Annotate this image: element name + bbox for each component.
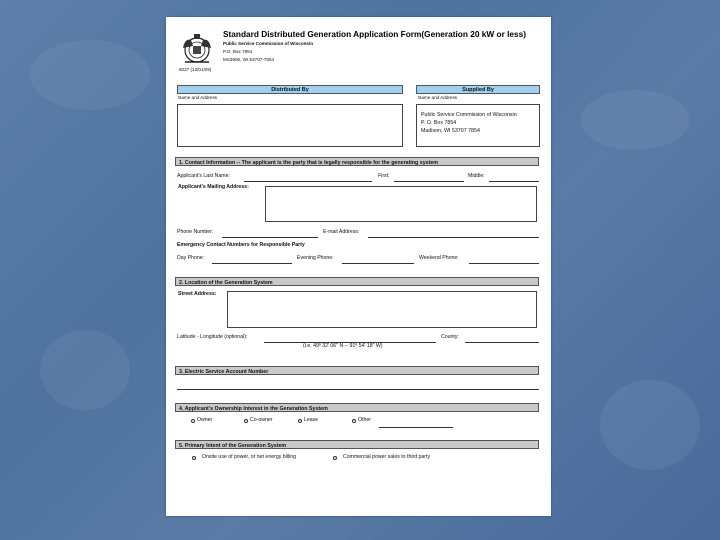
street-address-label: Street Address: — [178, 291, 217, 297]
mailing-address-label: Applicant's Mailing Address: — [178, 184, 249, 190]
section4-header — [175, 403, 539, 412]
co-owner-label: Co-owner — [250, 417, 273, 423]
other-radio[interactable] — [352, 419, 356, 423]
form-number: 6027 (12/01/05) — [179, 67, 212, 72]
owner-label: Owner — [197, 417, 213, 423]
weekend-phone-field[interactable] — [469, 263, 539, 264]
other-specify-field[interactable] — [379, 427, 453, 428]
supplied-line1: Public Service Commission of Wisconsin — [421, 112, 517, 118]
phone-label: Phone Number: — [177, 229, 214, 235]
co-owner-radio[interactable] — [244, 419, 248, 423]
lease-label: Lease — [304, 417, 319, 423]
day-phone-field[interactable] — [212, 263, 292, 264]
day-phone-label: Day Phone: — [177, 255, 205, 261]
section2-header — [175, 277, 539, 286]
distributed-by-header: Distributed By — [177, 85, 403, 94]
section1-header — [175, 157, 539, 166]
supplied-line3: Madison, WI 53707 7854 — [421, 128, 480, 134]
distributed-address-field[interactable] — [177, 104, 403, 147]
email-label: E-mail Address: — [323, 229, 360, 235]
other-label: Other — [358, 417, 371, 423]
county-label: County: — [441, 334, 459, 340]
phone-field[interactable] — [222, 237, 318, 238]
commercial-sales-label: Commercial power sales to third party — [343, 454, 431, 460]
supplied-name-label: Name and Address — [418, 95, 458, 100]
onsite-use-radio[interactable] — [192, 456, 196, 460]
section5-header — [175, 440, 539, 449]
latlong-label: Latitude - Longitude (optional): — [177, 334, 248, 340]
distributed-name-label: Name and Address — [178, 95, 218, 100]
section2-title: 2. Location of the Generation System — [179, 279, 273, 286]
last-name-label: Applicant's Last Name: — [177, 173, 230, 179]
county-field[interactable] — [465, 342, 539, 343]
section3-title: 3. Electric Service Account Number — [179, 368, 269, 375]
agency-address: MS3606, WI 53707-7854 — [223, 57, 275, 62]
supplied-line2: P. O. Box 7854 — [421, 120, 457, 126]
state-seal-icon — [179, 32, 215, 66]
lease-radio[interactable] — [298, 419, 302, 423]
owner-radio[interactable] — [191, 419, 195, 423]
section4-title: 4. Applicant's Ownership Interest in the Generation System — [179, 405, 328, 412]
onsite-use-label: Onsite use of power, or net energy billing — [202, 454, 297, 460]
last-name-field[interactable] — [244, 181, 372, 182]
commercial-sales-radio[interactable] — [333, 456, 337, 460]
mailing-address-field[interactable] — [265, 186, 537, 222]
weekend-phone-label: Weekend Phone: — [419, 255, 459, 261]
first-name-label: First: — [378, 173, 390, 179]
supplied-by-header: Supplied By — [416, 85, 540, 94]
email-field[interactable] — [368, 237, 539, 238]
account-number-field[interactable] — [177, 389, 539, 390]
agency-pobox: P.O. Box 7854 — [223, 49, 253, 54]
latlong-example: (i.e. 49º 32' 06" N -- 91º 54' 18" W) — [303, 343, 383, 349]
agency-name: Public Service Commission of Wisconsin — [223, 41, 314, 46]
section3-header — [175, 366, 539, 375]
middle-name-field[interactable] — [489, 181, 539, 182]
street-address-field[interactable] — [227, 291, 537, 328]
section1-title: 1. Contact Information -- The applicant is the party that is legally responsible for the generating system — [179, 159, 439, 166]
section5-title: 5. Primary Intent of the Generation System — [179, 442, 287, 449]
emergency-label: Emergency Contact Numbers for Responsible Party — [177, 242, 305, 248]
evening-phone-label: Evening Phone: — [297, 255, 334, 261]
evening-phone-field[interactable] — [342, 263, 414, 264]
first-name-field[interactable] — [394, 181, 464, 182]
form-title: Standard Distributed Generation Application Form(Generation 20 kW or less) — [223, 29, 527, 39]
middle-name-label: Middle: — [468, 173, 485, 179]
